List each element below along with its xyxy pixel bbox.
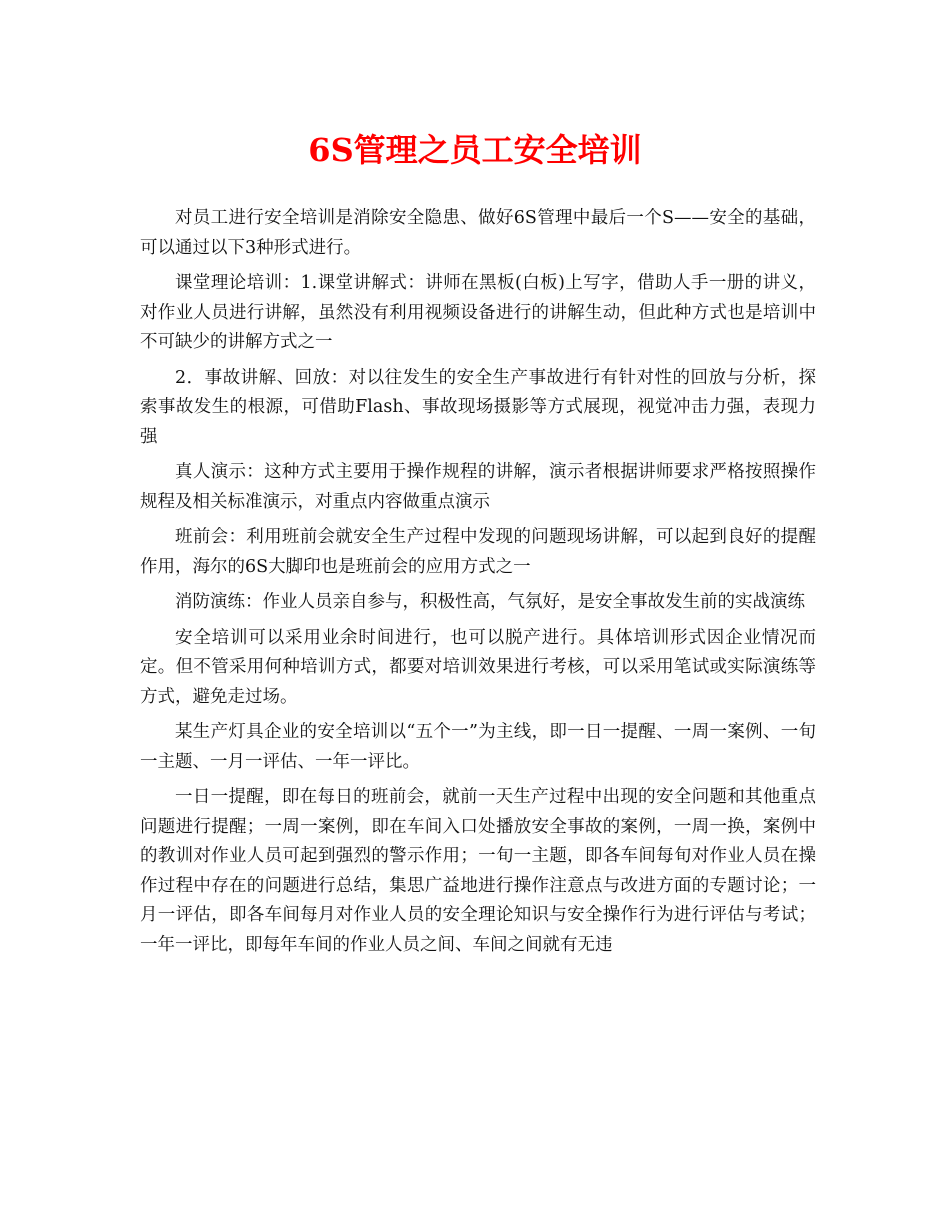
paragraph-live-demo: 真人演示：这种方式主要用于操作规程的讲解，演示者根据讲师要求严格按照操作规程及相关标准演示，对重点内容做重点演示	[140, 462, 816, 512]
paragraph-five-ones: 某生产灯具企业的安全培训以“五个一”为主线，即一日一提醒、一周一案例、一旬一主题、一月一评估、一年一评比。	[140, 722, 816, 772]
paragraph-fire-drill: 消防演练：作业人员亲自参与，积极性高，气氛好，是安全事故发生前的实战演练	[175, 592, 805, 612]
paragraph-five-ones-detail: 一日一提醒，即在每日的班前会，就前一天生产过程中出现的安全问题和其他重点问题进行提醒；一周一案例，即在车间入口处播放安全事故的案例，一周一换，案例中的教训对作业人员可起到强烈的警示作用；一旬一主题，即各车间每旬对作业人员在操作过程中存在的问题进行总结，集思广益地进行操作注意点与改进方面的专题讨论；一月一评估，即各车间每月对作业人员的安全理论知识与安全操作行为进行评估与考试；一年一评比，即每年车间的作业人员之间、车间之间就有无违	[140, 787, 816, 955]
paragraph-classroom-training: 课堂理论培训：1.课堂讲解式：讲师在黑板(白板)上写字，借助人手一册的讲义，对作业人员进行讲解，虽然没有利用视频设备进行的讲解生动，但此种方式也是培训中不可缺少的讲解方式之一	[140, 273, 816, 352]
paragraph-training-time: 安全培训可以采用业余时间进行，也可以脱产进行。具体培训形式因企业情况而定。但不管采用何种培训方式，都要对培训效果进行考核，可以采用笔试或实际演练等方式，避免走过场。	[140, 627, 816, 707]
document-body	[140, 204, 816, 966]
document-title: 6S管理之员工安全培训	[308, 131, 642, 169]
paragraph-accident-review: 2．事故讲解、回放：对以往发生的安全生产事故进行有针对性的回放与分析，探索事故发生的根源，可借助Flash、事故现场摄影等方式展现，视觉冲击力强，表现力强	[140, 367, 816, 447]
paragraph-shift-meeting: 班前会：利用班前会就安全生产过程中发现的问题现场讲解，可以起到良好的提醒作用，海尔的6S大脚印也是班前会的应用方式之一	[140, 527, 816, 577]
paragraph-intro: 对员工进行安全培训是消除安全隐患、做好6S管理中最后一个S——安全的基础，可以通过以下3种形式进行。	[140, 208, 816, 258]
